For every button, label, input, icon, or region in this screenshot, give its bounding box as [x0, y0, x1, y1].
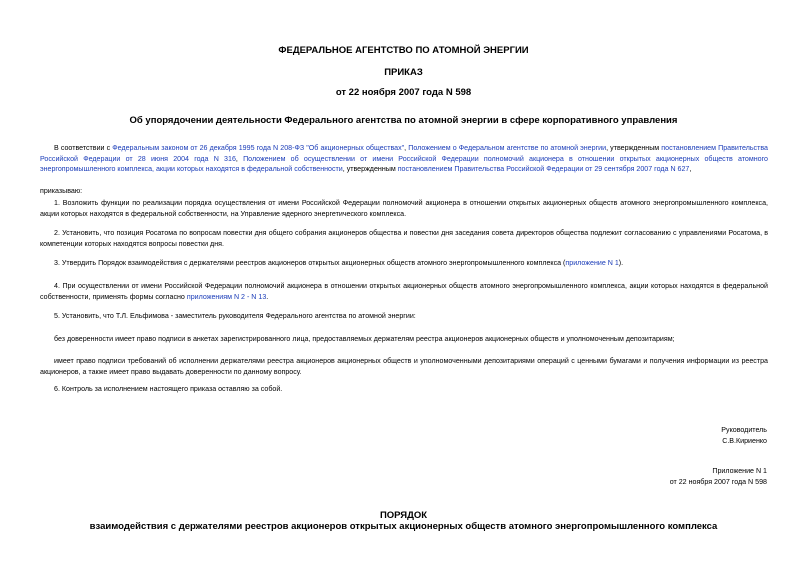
item-1-text: 1. Возложить функции по реализации порядка осуществления от имени Российской Федерации полномочий акционера в отношении открытых акционерных обществ атомного энергопромышленного комплекса, акции которых находятся в федеральной собственности, на Управление ядерного энергетического комплекса.	[40, 199, 768, 218]
link-government-decree-316[interactable]: постановлением Правительства Российской Федерации от 28 июня 2004 года N 316	[40, 144, 768, 163]
doc-title: Об упорядочении деятельности Федерального агентства по атомной энергии в сфере корпоративного управления	[129, 115, 678, 126]
appendix-title: ПОРЯДОК	[379, 510, 428, 521]
preamble-text-4: ,	[235, 154, 244, 163]
signature-role: Руководитель	[721, 426, 767, 434]
appendix-label: Приложение N 1	[712, 467, 767, 475]
item-6	[40, 384, 768, 395]
item-2-text: 2. Установить, что позиция Росатома по вопросам повестки дня общего собрания акционеров общества и повестки дня заседания совета директоров общества подлежит согласованию с управлениями Росатома, в компетенции которых находятся вопросы повестки дня.	[40, 229, 768, 248]
item-5b	[40, 356, 768, 377]
signature-name: С.В.Кириенко	[722, 436, 767, 445]
link-appendix-1[interactable]: приложение N 1	[565, 259, 619, 267]
preamble-paragraph	[40, 143, 768, 175]
preamble-text-2: ,	[404, 144, 409, 152]
doc-type-heading: ПРИКАЗ	[384, 67, 423, 78]
preamble-text-3: , утвержденным	[606, 144, 662, 152]
link-appendices-2-13[interactable]: приложениям N 2 - N 13	[186, 292, 267, 301]
signature-block	[721, 425, 767, 446]
item-3-end: ).	[618, 259, 624, 267]
item-6-text: 6. Контроль за исполнением настоящего приказа оставляю за собой.	[54, 385, 283, 393]
item-1	[40, 198, 768, 219]
item-5a-text: без доверенности имеет право подписи в анкетах зарегистрированного лица, предоставляемых держателям реестра акционеров акционерных обществ и уполномоченным депозитариям;	[54, 335, 675, 343]
link-government-decree-627[interactable]: постановлением Правительства Российской Федерации от 29 сентября 2007 года N 627	[397, 165, 690, 174]
item-5a	[40, 334, 768, 345]
agency-heading: ФЕДЕРАЛЬНОЕ АГЕНТСТВО ПО АТОМНОЙ ЭНЕРГИИ	[278, 45, 529, 56]
preamble-text-1: В соответствии с	[54, 144, 113, 152]
item-4-text: 4. При осуществлении от имени Российской Федерации полномочий акционера в отношении открытых акционерных обществ атомного энергопромышленного комплекса, акции которых находятся в федеральной собственности, применять формы согласно	[40, 282, 768, 301]
appendix-subtitle: взаимодействия с держателями реестров акционеров открытых акционерных обществ атомного энергопромышленного комплекса	[89, 521, 718, 532]
appendix-date: от 22 ноября 2007 года N 598	[669, 477, 767, 486]
item-4-end: .	[266, 292, 269, 301]
item-5b-text: имеет право подписи требований об исполнении держателями реестра акционеров акционерных обществ и уполномоченными депозитариями операций с ценными бумагами и получения информации из реестра акционеров, а также имеет право выдавать доверенности по данному вопросу.	[40, 357, 768, 376]
item-4	[40, 281, 768, 302]
item-3	[40, 258, 768, 269]
appendix-label-block	[670, 466, 767, 487]
item-5	[40, 311, 768, 322]
prikazyvayu-line: приказываю:	[40, 187, 83, 195]
preamble-text-6: ,	[689, 165, 692, 174]
item-3-text: 3. Утвердить Порядок взаимодействия с держателями реестров акционеров открытых акционерных обществ атомного энергопромышленного комплекса (	[54, 259, 566, 267]
preamble-text-5: , утвержденным	[342, 165, 398, 174]
link-agency-regulation[interactable]: Положением о Федеральном агентстве по атомной энергии	[408, 144, 607, 152]
item-2	[40, 228, 768, 249]
doc-date-heading: от 22 ноября 2007 года N 598	[335, 87, 472, 98]
item-5-text: 5. Установить, что Т.Л. Ельфимова - заместитель руководителя Федерального агентства по атомной энергии:	[54, 312, 416, 320]
link-federal-law[interactable]: Федеральным законом от 26 декабря 1995 года N 208-ФЗ "Об акционерных обществах"	[112, 144, 405, 152]
link-shareholder-regulation[interactable]: Положением об осуществлении от имени Российской Федерации полномочий акционера в отношении открытых акционерных обществ атомного энергопромышленного комплекса, акции которых находятся в федеральной собственности	[40, 154, 768, 174]
